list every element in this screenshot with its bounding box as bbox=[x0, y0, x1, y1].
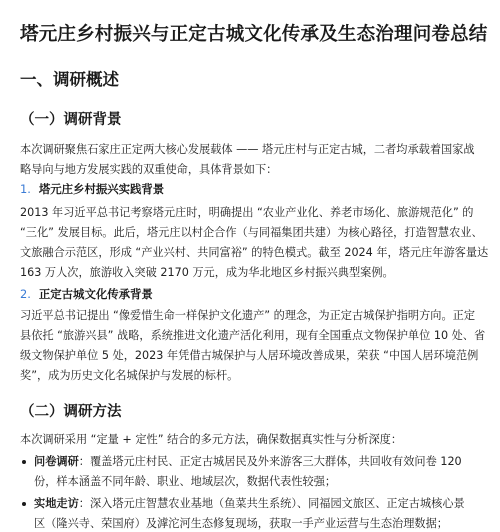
paragraph-line: “三化” 发展目标。此后，塔元庄以村企合作（与同福集团共建）为核心路径，打造智慧农业、 bbox=[20, 226, 483, 239]
item-title: 正定古城文化传承背景 bbox=[38, 287, 153, 301]
bullet-label: 实地走访 bbox=[34, 497, 79, 510]
paragraph-line: 本次调研采用 “定量 + 定性” 结合的多元方法，确保数据真实性与分析深度： bbox=[20, 433, 403, 446]
paragraph-tayuanzhuang bbox=[20, 203, 489, 283]
paragraph-line: 级文物保护单位 5 处，2023 年凭借古城保护与人居环境改善成果，荣获 “中国人居环境范例 bbox=[20, 349, 479, 362]
bullet-text: ：覆盖塔元庄村民、正定古城居民及外来游客三大群体，共回收有效问卷 120 bbox=[78, 455, 462, 468]
paragraph-line: 文旅融合示范区，形成 “产业兴村、共同富裕” 的特色模式。截至 2024 年，塔元庄年游客量达 bbox=[20, 246, 489, 259]
paragraph-line: 奖”，成为历史文化名城保护与发展的标杆。 bbox=[20, 369, 239, 382]
bullet-line: 份，样本涵盖不同年龄、职业、地域层次，数据代表性较强； bbox=[34, 475, 337, 488]
intro-line: 本次调研聚焦石家庄正定两大核心发展载体 —— 塔元庄村与正定古城，二者均承载着国家战 bbox=[20, 143, 475, 156]
list-item-survey bbox=[22, 452, 484, 492]
list-item-field-visit bbox=[22, 494, 484, 532]
paragraph-line: 2013 年习近平总书记考察塔元庄时，明确提出 “农业产业化、养老市场化、旅游规范化” 的 bbox=[20, 206, 474, 219]
item-title: 塔元庄乡村振兴实践背景 bbox=[38, 182, 165, 196]
paragraph-line: 县依托 “旅游兴县” 战略，系统推进文化遗产活化利用，现有全国重点文物保护单位 10 处、省 bbox=[20, 329, 486, 342]
methods-intro bbox=[20, 430, 484, 450]
bullet-dot bbox=[22, 502, 26, 506]
intro-line: 略导向与地方发展实践的双重使命，具体背景如下： bbox=[20, 163, 278, 176]
bullet-line bbox=[34, 494, 496, 514]
paragraph-line: 163 万人次，旅游收入突破 2170 万元，成为华北地区乡村振兴典型案例。 bbox=[20, 266, 394, 279]
paragraph-ancient-city bbox=[20, 306, 484, 386]
section-heading-overview: 一、调研概述 bbox=[20, 70, 119, 89]
document-title: 塔元庄乡村振兴与正定古城文化传承及生态治理问卷总结 bbox=[20, 24, 488, 45]
subsection-heading-methods: （二）调研方法 bbox=[20, 404, 122, 420]
bullet-line bbox=[34, 452, 496, 472]
bullet-text: ：深入塔元庄智慧农业基地（鱼菜共生系统）、同福园文旅区、正定古城核心景 bbox=[78, 497, 465, 510]
list-number: 2. bbox=[20, 287, 31, 301]
intro-paragraph bbox=[20, 140, 484, 180]
numbered-heading-tayuanzhuang bbox=[20, 181, 164, 197]
bullet-label: 问卷调研 bbox=[34, 455, 79, 468]
list-number: 1. bbox=[20, 182, 31, 196]
bullet-line: 区（隆兴寺、荣国府）及滹沱河生态修复现场，获取一手产业运营与生态治理数据； bbox=[34, 517, 448, 530]
bullet-dot bbox=[22, 460, 26, 464]
paragraph-line: 习近平总书记提出 “像爱惜生命一样保护文化遗产” 的理念，为正定古城保护指明方向。正定 bbox=[20, 309, 476, 322]
numbered-heading-ancient-city bbox=[20, 286, 153, 302]
subsection-heading-background: （一）调研背景 bbox=[20, 112, 122, 128]
